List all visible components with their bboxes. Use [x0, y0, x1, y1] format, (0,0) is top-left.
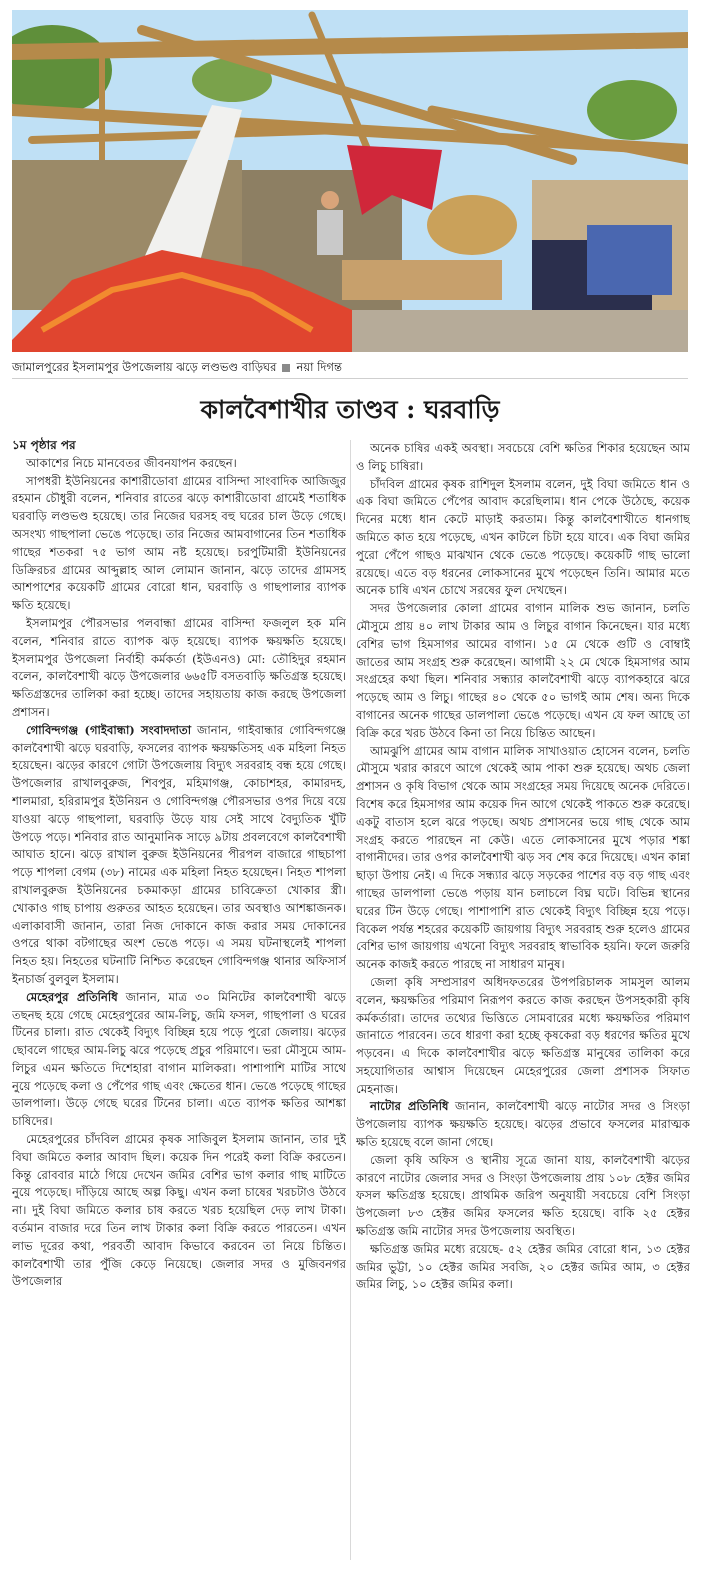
photo-illustration	[12, 10, 688, 352]
right-paragraph-5: জেলা কৃষি সম্প্রসারণ অধিদফতরের উপপরিচালক সামসুল আলম বলেন, ক্ষয়ক্ষতির পরিমাণ নিরূপণ করতে কাজ করছেন উপসহকারী কৃষি কর্মকর্তারা। তাদের তথ্যের ভিত্তিতে সোমবারের মধ্যে ক্ষয়ক্ষতির পরিমাণ জানাতে পারবেন। তবে ধারণা করা হচ্ছে কৃষকেরা বড় ধরণের ক্ষতির মুখে পড়বেন। এ দিকে কালবৈশাখীর ঝড়ে ক্ষতিগ্রস্ত মানুষের তালিকা করে সহযোগিতার আশ্বাস দিয়েছেন মেহেরপুরের জেলা প্রশাসক সিফাত মেহনাজ।	[356, 974, 690, 1096]
continued-from-kicker: ১ম পৃষ্ঠার পর	[12, 438, 76, 452]
caption-text: জামালপুরের ইসলামপুর উপজেলায় ঝড়ে লণ্ডভণ্ড বাড়িঘর	[12, 360, 277, 374]
storm-damage-photo	[12, 10, 688, 352]
right-paragraph-6: নাটোর প্রতিনিধি জানান, কালবৈশাখী ঝড়ে নাটোর সদর ও সিংড়া উপজেলায় ব্যাপক ক্ষয়ক্ষতি হয়েছে। ঝড়ের প্রভাবে ফসলের মারাত্মক ক্ষতি হয়েছে বলে জানা গেছে।	[356, 1099, 690, 1150]
headline: কালবৈশাখীর তাণ্ডব : ঘরবাড়ি	[200, 395, 500, 424]
left-paragraph-6: মেহেরপুরের চাঁদবিল গ্রামের কৃষক সাজিবুল ইসলাম জানান, তার দুই বিঘা জমিতে কলার আবাদ ছিল। কয়েক দিন পরেই কলা বিক্রি করতেন। কিন্তু রোববার মাঠে গিয়ে দেখেন জমির বেশির ভাগ কলার গাছ মাটিতে নুয়ে পড়েছে। দাঁড়িয়ে আছে অল্প কিছু। এখন কলা চাষের খরচটাও উঠবে না। দুই বিঘা জমিতে কলার চাষ করতে খরচ হয়েছিল দেড় লাখ টাকা। বর্তমান বাজার দরে তিন লাখ টাকার কলা বিক্রি করতে পারতেন। এখন লাভ দূরের কথা, পরবর্তী আবাদ কিভাবে করবেন তা নিয়ে চিন্তিত। কালবৈশাখী তার পুঁজি কেড়ে নিয়েছে। জেলার সদর ও মুজিবনগর উপজেলার	[12, 1132, 346, 1289]
right-paragraph-1: অনেক চাষির একই অবস্থা। সবচেয়ে বেশি ক্ষতির শিকার হয়েছেন আম ও লিচু চাষিরা।	[356, 441, 690, 473]
right-column-body	[356, 440, 690, 1294]
left-paragraph-3: ইসলামপুর পৌরসভার পলবান্ধা গ্রামের বাসিন্দা ফজলুল হক মনি বলেন, শনিবার রাতে ব্যাপক ঝড় হয়েছে। ব্যাপক ক্ষয়ক্ষতি হয়েছে। ইসলামপুর উপজেলা নির্বাহী কর্মকর্তা (ইউএনও) মো: তৌহিদুর রহমান বলেন, কালবৈশাখী ঝড়ে উপজেলার ৬৬৫টি বসতবাড়ি ক্ষতিগ্রস্ত হয়েছে। ক্ষতিগ্রস্তদের তালিকা করা হচ্ছে। তাদের সহায়তায় কাজ করছে উপজেলা প্রশাসন।	[12, 615, 346, 719]
right-paragraph-7: জেলা কৃষি অফিস ও স্থানীয় সূত্রে জানা যায়, কালবৈশাখী ঝড়ের কারণে নাটোর জেলার সদর ও সিংড়া উপজেলায় প্রায় ১০৮ হেক্টর জমির ফসল ক্ষতিগ্রস্ত হয়েছে। প্রাথমিক জরিপ অনুযায়ী সবচেয়ে বেশি সিংড়া উপজেলা ৮৩ হেক্টর জমির ফসলের ক্ষতি হয়েছে। বাকি ২৫ হেক্টর ক্ষতিগ্রস্ত জমি নাটোর সদর উপজেলায় অবস্থিত।	[356, 1152, 690, 1239]
right-paragraph-2: চাঁদবিল গ্রামের কৃষক রাশিদুল ইসলাম বলেন, দুই বিঘা জমিতে ধান ও এক বিঘা জমিতে পেঁপের আবাদ করেছিলাম। ধান পেকে উঠেছে, কয়েক দিনের মধ্যে ধান কেটে মাড়াই করতাম। কিন্তু কালবৈশাখীতে ধানগাছ জমিতে কাত হয়ে পড়েছে, এখন কাটলে চিটা হয়ে যাবে। এক বিঘা জমির পুরো পেঁপে গাছও মাঝখান থেকে ভেঙে পড়েছে। কয়েকটি গাছ ভালো রয়েছে। এতে বড় ধরনের লোকসানের মুখে পড়েছেন তিনি। আমার মতে অনেক চাষি এখন চোখে সরষের ফুল দেখছেন।	[356, 476, 690, 598]
photo-caption	[12, 356, 688, 379]
column-divider	[350, 440, 351, 1560]
left-paragraph-5: মেহেরপুর প্রতিনিধি জানান, মাত্র ৩০ মিনিটের কালবৈশাখী ঝড়ে তছনছ হয়ে গেছে মেহেরপুরের আম-লিচু, জমি ফসল, গাছপালা ও ঘরের টিনের চালা। রাত থেকেই বিদ্যুৎ বিচ্ছিন্ন হয়ে পড়ে পুরো জেলায়। ঝড়ের ছোবলে গাছের আম-লিচু ঝরে পড়েছে প্রচুর পরিমাণে। ভরা মৌসুমে আম-লিচুর এমন ক্ষতিতে দিশেহারা বাগান মালিকরা। পাশাপাশি মাটির সাথে নুয়ে পড়েছে কলা ও পেঁপের গাছ এবং ক্ষেতের ধান। ভেঙে পড়েছে গাছের ডালপালা। উড়ে গেছে ঘরের টিনের চালা। এতে ব্যাপক ক্ষতির আশঙ্কা চাষিদের।	[12, 989, 346, 1129]
left-paragraph-4: গোবিন্দগঞ্জ (গাইবান্ধা) সংবাদদাতা জানান, গাইবান্ধার গোবিন্দগঞ্জে কালবৈশাখী ঝড়ে ঘরবাড়ি, ফসলের ব্যাপক ক্ষয়ক্ষতিসহ এক মহিলা নিহত হয়েছেন। ঝড়ের কারণে গোটা উপজেলায় বিদ্যুৎ সরবরাহ বন্ধ হয়ে গেছে। উপজেলার রাখালবুরুজ, শিবপুর, মহিমাগঞ্জ, কোচাশহর, কামারদহ, শালমারা, হরিরামপুর ইউনিয়ন ও গোবিন্দগঞ্জ পৌরসভার ওপর দিয়ে বয়ে যাওয়া ঝড়ে গাছপালা, ঘরবাড়ি উড়ে যায় সেই সাথে বৈদ্যুতিক খুঁটি উপড়ে পড়ে। শনিবার রাত আনুমানিক সাড়ে ৯টায় প্রবলবেগে কালবৈশাখী আঘাত হানে। ঝড়ে রাখাল বুরুজ ইউনিয়নের পীরপল বাজারে গাছচাপা পড়ে শাপলা বেগম (৩৮) নামের এক মহিলা নিহত হয়েছেন। নিহত শাপলা রাখালবুরুজ ইউনিয়নের চকমাকড়া গ্রামের চাবিক্রেতা খোকার স্ত্রী। খোকাও গাছ চাপায় গুরুতর আহত হয়েছেন। তার অবস্থাও আশঙ্কাজনক। এলাকাবাসী জানান, তারা নিজ দোকানে কাজ করার সময় দোকানের ওপরে থাকা বটগাছের অংশ ভেঙে পড়ে। এ সময় ঘটনাস্থলেই শাপলা নিহত হয়। নিহতের ঘটনাটি নিশ্চিত করেছেন গোবিন্দগঞ্জ থানার অফিসার্স ইনচার্জ বুলবুল ইসলাম।	[12, 722, 346, 986]
caption-credit: নয়া দিগন্ত	[296, 360, 342, 374]
right-paragraph-8: ক্ষতিগ্রস্ত জমির মধ্যে রয়েছে- ৫২ হেক্টর জমির বোরো ধান, ১৩ হেক্টর জমির ভুট্টা, ১০ হেক্টর জমির সবজি, ২০ হেক্টর জমির আম, ৩ হেক্টর জমির লিচু, ১০ হেক্টর জমির কলা।	[356, 1241, 690, 1292]
article-column-left	[12, 437, 346, 1565]
caption-separator-square	[282, 364, 290, 372]
right-paragraph-4: আমঝুপি গ্রামের আম বাগান মালিক সাখাওয়াত হোসেন বলেন, চলতি মৌসুমে খরার কারণে আগে থেকেই আম পাকা শুরু হয়েছে। অথচ জেলা প্রশাসন ও কৃষি বিভাগ থেকে আম সংগ্রহের সময় দিয়েছে অনেক দেরিতে। বিশেষ করে হিমসাগর আম কয়েক দিন আগে থেকেই পাকতে শুরু করেছে। একটু বাতাস হলে ঝরে পড়ছে। অথচ প্রশাসনের ভয়ে গাছ থেকে আম সংগ্রহ করতে পারছেন না কেউ। এতে লোকসানের মুখে পড়ার শঙ্কা বাগানীদের। তার ওপর কালবৈশাখী ঝড় সব শেষ করে দিয়েছে। এখন কান্না ছাড়া উপায় নেই। এ দিকে সন্ধ্যার ঝড়ে সড়কের পাশের বড় বড় গাছ এবং গাছের ডালপালা ভেঙে পড়ায় যান চলাচলে বিঘ্ন ঘটে। বিভিন্ন স্থানের ঘরের টিন উড়ে গেছে। পাশাপাশি রাত থেকেই বিদ্যুৎ বিচ্ছিন্ন হয়ে পড়ে। বিকেল পর্যন্ত শহরের কয়েকটি জায়গায় বিদ্যুৎ সরবরাহ শুরু হলেও গ্রামের বেশির ভাগ জায়গায় এখনো বিদ্যুৎ সরবরাহ স্বাভাবিক হয়নি। ফলে জরুরি অনেক কাজই করতে পারছে না সাধারণ মানুষ।	[356, 743, 690, 972]
left-paragraph-1: আকাশের নিচে মানবেতর জীবনযাপন করছেন।	[26, 455, 237, 470]
right-paragraph-3: সদর উপজেলার কোলা গ্রামের বাগান মালিক শুভ জানান, চলতি মৌসুমে প্রায় ৪০ লাখ টাকার আম ও লিচুর বাগান কিনেছেন। যার মধ্যে বেশির ভাগ হিমসাগর আমের বাগান। ১৫ মে থেকে গুটি ও বোম্বাই জাতের আম সংগ্রহ শুরু করেছেন। আগামী ২২ মে থেকে হিমসাগর আম সংগ্রহের কথা ছিল। শনিবার সন্ধ্যার কালবৈশাখী ঝড়ে ব্যাপকহারে ঝরে পড়েছে আম ও লিচু। গাছের ৪০ থেকে ৫০ ভাগই আম শেষ। অন্য দিকে বাগানের অনেক গাছের ডালপালা ভেঙে পড়েছে। এখন যে ফল আছে তা বিক্রি করে খরচ উঠবে কিনা তা নিয়ে চিন্তিত আছেন।	[356, 601, 690, 740]
left-paragraph-2: সাপধরী ইউনিয়নের কাশারীডোবা গ্রামের বাসিন্দা সাংবাদিক আজিজুর রহমান চৌধুরী বলেন, শনিবার রাতের ঝড়ে কাশারীডোবা গ্রামেই শতাধিক ঘরবাড়ি লণ্ডভণ্ড হয়েছে। তার নিজের ঘরসহ বহু ঘরের চাল উড়ে গেছে। অসংখ্য গাছপালা ভেঙে পড়েছে। তার নিজের আমবাগানের তিন শতাধিক গাছের শতকরা ৭৫ ভাগ আম নষ্ট হয়েছে। চরপুটিমারী ইউনিয়নের ডিক্রিরচর গ্রামের আব্দুল্লাহ আল লোমান জানান, ঝড়ে তাদের গ্রামসহ আশপাশের কয়েকটি গ্রামের বোরো ধান, ঘরবাড়ি ও গাছপালার ব্যাপক ক্ষতি হয়েছে।	[12, 473, 346, 613]
left-column-body	[12, 455, 346, 1291]
article-column-right	[356, 440, 690, 1568]
